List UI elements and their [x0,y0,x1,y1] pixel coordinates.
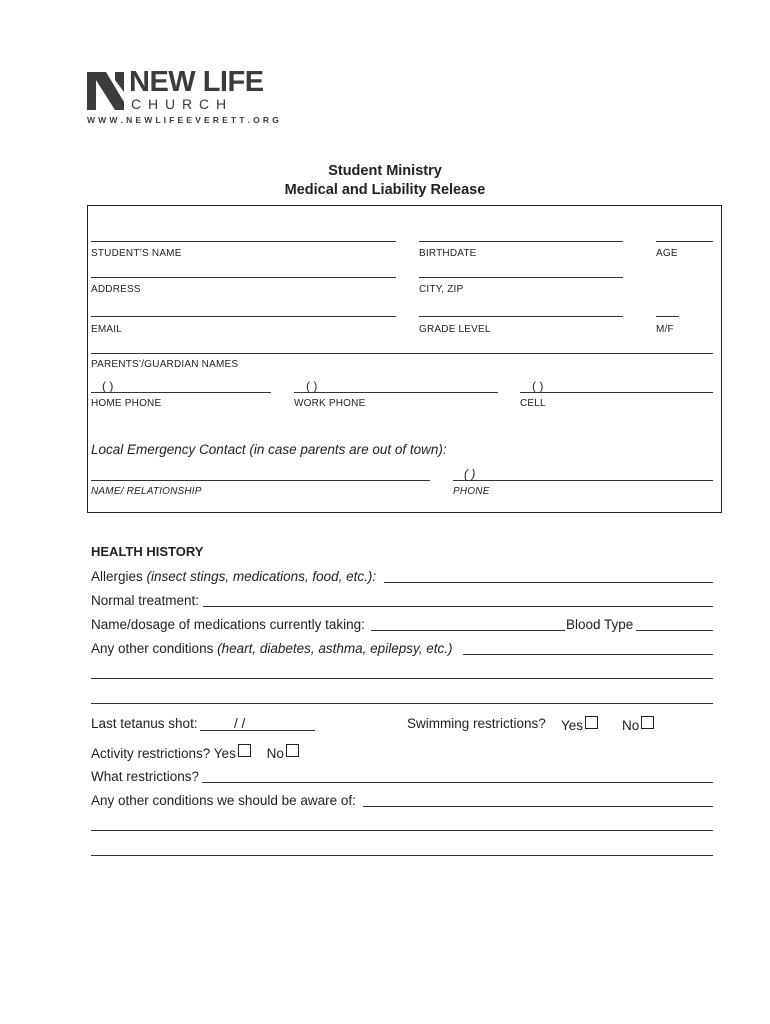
swimming-no [622,716,654,733]
home-phone-line[interactable] [91,392,271,393]
other-conditions-text: Any other conditions [91,641,214,656]
cell-label: CELL [520,398,546,409]
activity-restrictions [91,744,299,761]
age-line[interactable] [656,241,713,242]
allergies-line[interactable] [384,582,713,583]
birthdate-label: BIRTHDATE [419,248,477,259]
logo-url: W W W . N E W L I F E E V E R E T T . O R G [87,115,280,125]
aware-of-label: Any other conditions we should be aware of: [91,793,356,808]
swimming-yes [561,716,598,733]
cell-phone-line[interactable] [520,392,713,393]
mf-label: M/F [656,324,674,335]
logo-church: C H U R C H [131,96,228,112]
form-title [0,162,770,200]
work-phone-line[interactable] [294,392,498,393]
activity-no-checkbox[interactable] [286,744,299,757]
city-zip-line[interactable] [419,277,623,278]
home-phone-label: HOME PHONE [91,398,162,409]
title-line-1: Student Ministry [328,163,442,179]
email-label: EMAIL [91,324,123,335]
normal-treatment-line[interactable] [203,606,713,607]
grade-level-line[interactable] [419,316,623,317]
aware-of-line[interactable] [363,806,713,807]
name-relationship-label: NAME/ RELATIONSHIP [91,486,202,497]
emergency-phone-area-code: ( ) [464,467,476,481]
emergency-phone-label: PHONE [453,486,490,497]
emergency-phone-line[interactable] [453,480,713,481]
age-label: AGE [656,248,678,259]
what-restrictions-line[interactable] [202,782,713,783]
swimming-yes-checkbox[interactable] [585,716,598,729]
activity-label: Activity restrictions? [91,746,211,761]
address-label: ADDRESS [91,284,141,295]
aware-of-line-2[interactable] [91,830,713,831]
blood-type-line[interactable] [636,630,713,631]
work-phone-area-code: ( ) [306,379,318,393]
swimming-no-label: No [622,718,640,733]
swimming-yes-label: Yes [561,718,584,733]
emergency-name-line[interactable] [91,480,430,481]
swimming-no-checkbox[interactable] [641,716,654,729]
grade-level-label: GRADE LEVEL [419,324,491,335]
health-history-heading: HEALTH HISTORY [91,544,204,559]
allergies-label [91,569,376,584]
swimming-label: Swimming restrictions? [407,716,546,731]
other-conditions-label [91,641,452,656]
other-conditions-line-2[interactable] [91,678,713,679]
email-line[interactable] [91,316,396,317]
other-conditions-hint: (heart, diabetes, asthma, epilepsy, etc.) [217,641,453,656]
home-phone-area-code: ( ) [102,379,114,393]
medications-label: Name/dosage of medications currently taking: [91,617,365,632]
mf-line[interactable] [656,316,679,317]
logo [87,66,280,130]
activity-yes-label: Yes [213,746,236,761]
other-conditions-line-3[interactable] [91,703,713,704]
work-phone-label: WORK PHONE [294,398,366,409]
cell-phone-area-code: ( ) [532,379,544,393]
title-line-2: Medical and Liability Release [284,182,486,198]
emergency-contact-heading: Local Emergency Contact (in case parents are out of town): [91,442,447,457]
aware-of-line-3[interactable] [91,855,713,856]
other-conditions-line[interactable] [463,654,713,655]
medications-line[interactable] [371,630,565,631]
parents-line[interactable] [91,353,713,354]
student-name-line[interactable] [91,241,396,242]
normal-treatment-label: Normal treatment: [91,593,200,608]
logo-name: NEW LIFE [129,66,264,98]
tetanus-label: Last tetanus shot: [91,716,198,731]
address-line[interactable] [91,277,396,278]
tetanus-date-slashes: / / [234,716,246,731]
student-name-label: STUDENT’S NAME [91,248,182,259]
activity-no-label: No [266,746,284,761]
activity-yes-checkbox[interactable] [238,744,251,757]
allergies-text: Allergies [91,569,143,584]
logo-mark-icon [87,72,124,110]
birthdate-line[interactable] [419,241,623,242]
parents-label: PARENTS’/GUARDIAN NAMES [91,359,239,370]
tetanus-line[interactable] [200,730,315,731]
city-zip-label: CITY, ZIP [419,284,464,295]
blood-type-label: Blood Type [566,617,634,632]
allergies-hint: (insect stings, medications, food, etc.): [146,569,377,584]
what-restrictions-label: What restrictions? [91,769,200,784]
